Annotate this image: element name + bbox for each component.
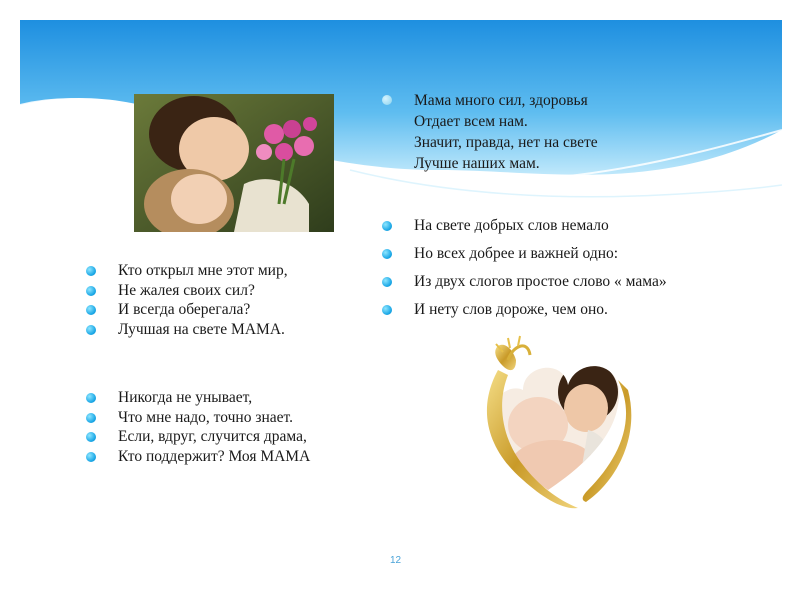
left-verse-1	[86, 261, 288, 339]
verse-line: Но всех добрее и важней одно:	[382, 244, 667, 264]
left-verse-2	[86, 388, 310, 466]
verse-line: И нету слов дороже, чем оно.	[382, 300, 667, 320]
verse-line: Лучшая на свете МАМА.	[86, 320, 288, 340]
verse-line: Никогда не унывает,	[86, 388, 310, 408]
right-verse-2	[382, 216, 667, 328]
verse-line: Если, вдруг, случится драма,	[86, 427, 310, 447]
verse-line: И всегда оберегала?	[86, 300, 288, 320]
verse-line: Что мне надо, точно знает.	[86, 408, 310, 428]
right-verse-1	[382, 90, 598, 174]
verse-line: Из двух слогов простое слово « мама»	[382, 272, 667, 292]
verse-line: Отдает всем нам.	[414, 113, 528, 130]
verse-line: Значит, правда, нет на свете	[414, 134, 598, 151]
verse-line: Мама много сил, здоровья	[382, 90, 598, 111]
slide	[20, 20, 782, 580]
verse-line: Лучше наших мам.	[414, 155, 540, 172]
verse-line: На свете добрых слов немало	[382, 216, 667, 236]
heart-frame-mother-baby-photo	[468, 330, 638, 520]
page-number: 12	[390, 555, 402, 566]
verse-line: Не жалея своих сил?	[86, 281, 288, 301]
verse-line: Кто поддержит? Моя МАМА	[86, 447, 310, 467]
verse-line: Кто открыл мне этот мир,	[86, 261, 288, 281]
mother-daughter-flowers-photo	[134, 94, 334, 232]
